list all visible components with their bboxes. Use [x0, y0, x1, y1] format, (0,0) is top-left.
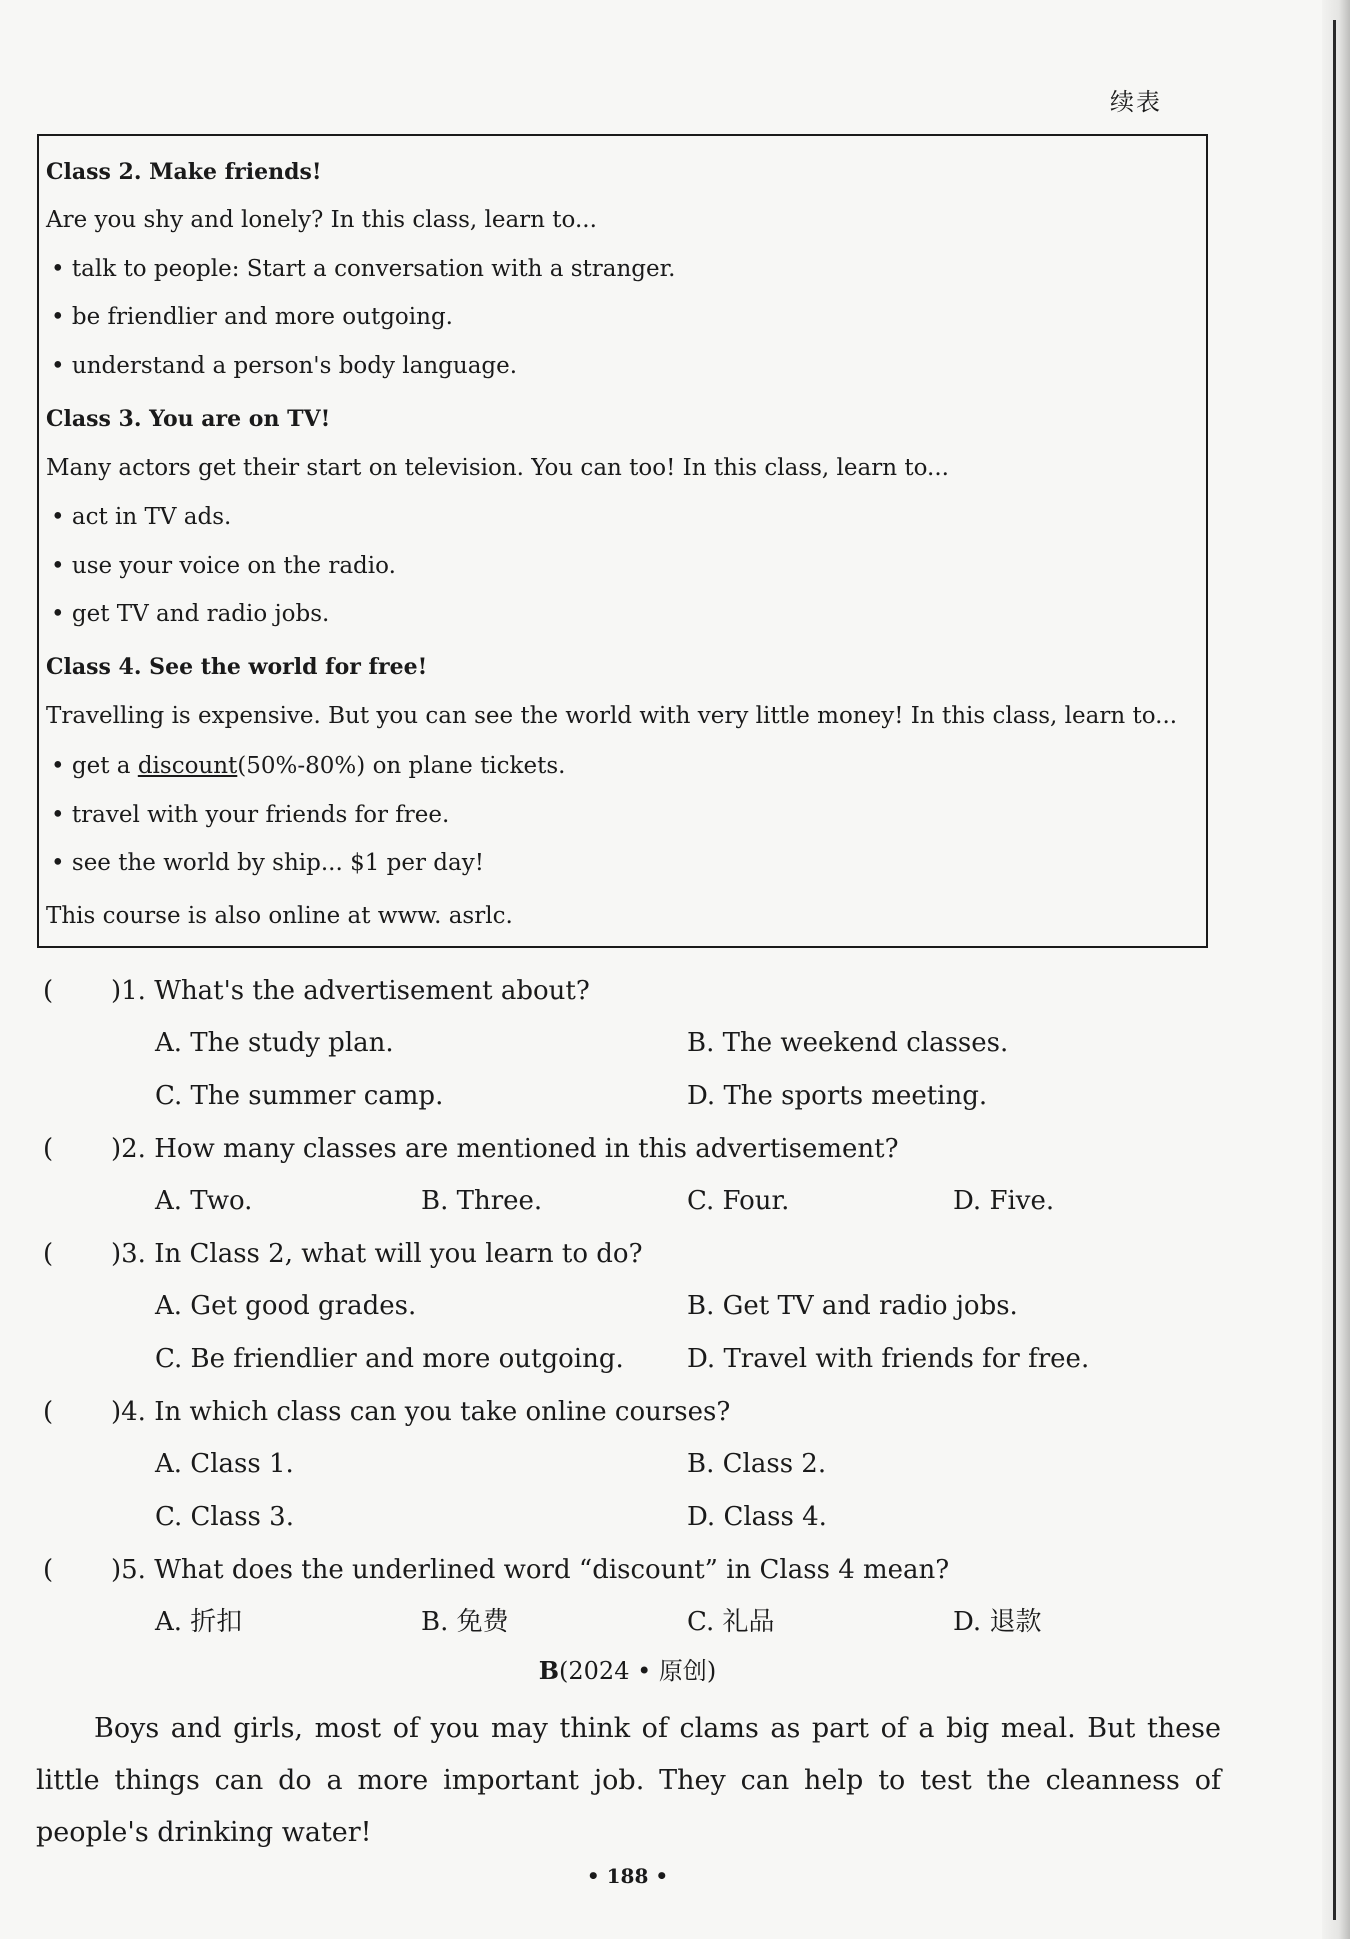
class3-title: Class 3. You are on TV!: [46, 406, 331, 432]
class2-item: • talk to people: Start a conversation with a stranger.: [51, 256, 676, 282]
option-b[interactable]: B. Three.: [421, 1186, 543, 1216]
option-c[interactable]: C. Class 3.: [155, 1502, 294, 1532]
binding-line: [1333, 20, 1336, 1920]
class4-item: • travel with your friends for free.: [51, 802, 450, 828]
discount-word: discount: [137, 753, 238, 779]
class4-title: Class 4. See the world for free!: [46, 654, 428, 680]
option-a[interactable]: A. 折扣: [155, 1607, 243, 1637]
answer-blank[interactable]: (: [43, 976, 54, 1006]
option-c[interactable]: C. Four.: [687, 1186, 790, 1216]
class2-title: Class 2. Make friends!: [46, 159, 322, 185]
option-d[interactable]: D. 退款: [953, 1607, 1042, 1637]
option-a[interactable]: A. Class 1.: [155, 1449, 294, 1479]
class3-item: • use your voice on the radio.: [51, 553, 396, 579]
class2-item: • understand a person's body language.: [51, 353, 518, 379]
passage-paragraph: Boys and girls, most of you may think of clams as part of a big meal. But these little things can do a more important job. They can help to test the cleanness of people's drinking water!: [36, 1713, 1221, 1848]
ad-footer: This course is also online at www. asrlc.: [46, 903, 513, 929]
class3-intro: Many actors get their start on television. You can too! In this class, learn to...: [46, 455, 949, 481]
class4-intro: Travelling is expensive. But you can see the world with very little money! In this class, learn to...: [46, 703, 1178, 729]
option-d[interactable]: D. Travel with friends for free.: [687, 1344, 1090, 1374]
question-1: ( )1. What's the advertisement about?: [43, 976, 590, 1006]
answer-blank[interactable]: (: [43, 1555, 54, 1585]
option-b[interactable]: B. Class 2.: [687, 1449, 827, 1479]
section-b-heading: B(2024 • 原创): [538, 1656, 717, 1685]
option-d[interactable]: D. Class 4.: [687, 1502, 827, 1532]
option-d[interactable]: D. Five.: [953, 1186, 1055, 1216]
question-5: ( )5. What does the underlined word “discount” in Class 4 mean?: [43, 1555, 950, 1585]
question-4: ( )4. In which class can you take online courses?: [43, 1397, 731, 1427]
option-b[interactable]: B. The weekend classes.: [687, 1028, 1009, 1058]
advertisement-box: [37, 134, 1208, 948]
option-c[interactable]: C. 礼品: [687, 1607, 775, 1637]
answer-blank[interactable]: (: [43, 1239, 54, 1269]
option-a[interactable]: A. The study plan.: [155, 1028, 394, 1058]
class2-intro: Are you shy and lonely? In this class, learn to...: [46, 207, 597, 233]
page-edge-shadow: [1322, 0, 1350, 1939]
class4-item: • see the world by ship... $1 per day!: [51, 850, 484, 876]
answer-blank[interactable]: (: [43, 1397, 54, 1427]
class3-item: • act in TV ads.: [51, 504, 232, 530]
continued-label: 续表: [1110, 88, 1162, 116]
class4-item: • get a discount(50%-80%) on plane tickets.: [51, 753, 566, 779]
question-2: ( )2. How many classes are mentioned in this advertisement?: [43, 1134, 899, 1164]
class2-item: • be friendlier and more outgoing.: [51, 304, 453, 330]
option-b[interactable]: B. Get TV and radio jobs.: [687, 1291, 1018, 1321]
option-a[interactable]: A. Get good grades.: [155, 1291, 417, 1321]
class3-item: • get TV and radio jobs.: [51, 601, 330, 627]
option-c[interactable]: C. Be friendlier and more outgoing.: [155, 1344, 624, 1374]
option-b[interactable]: B. 免费: [421, 1607, 509, 1637]
option-a[interactable]: A. Two.: [155, 1186, 253, 1216]
option-d[interactable]: D. The sports meeting.: [687, 1081, 988, 1111]
answer-blank[interactable]: (: [43, 1134, 54, 1164]
question-3: ( )3. In Class 2, what will you learn to do?: [43, 1239, 643, 1269]
option-c[interactable]: C. The summer camp.: [155, 1081, 444, 1111]
page-number: • 188 •: [586, 1864, 669, 1888]
